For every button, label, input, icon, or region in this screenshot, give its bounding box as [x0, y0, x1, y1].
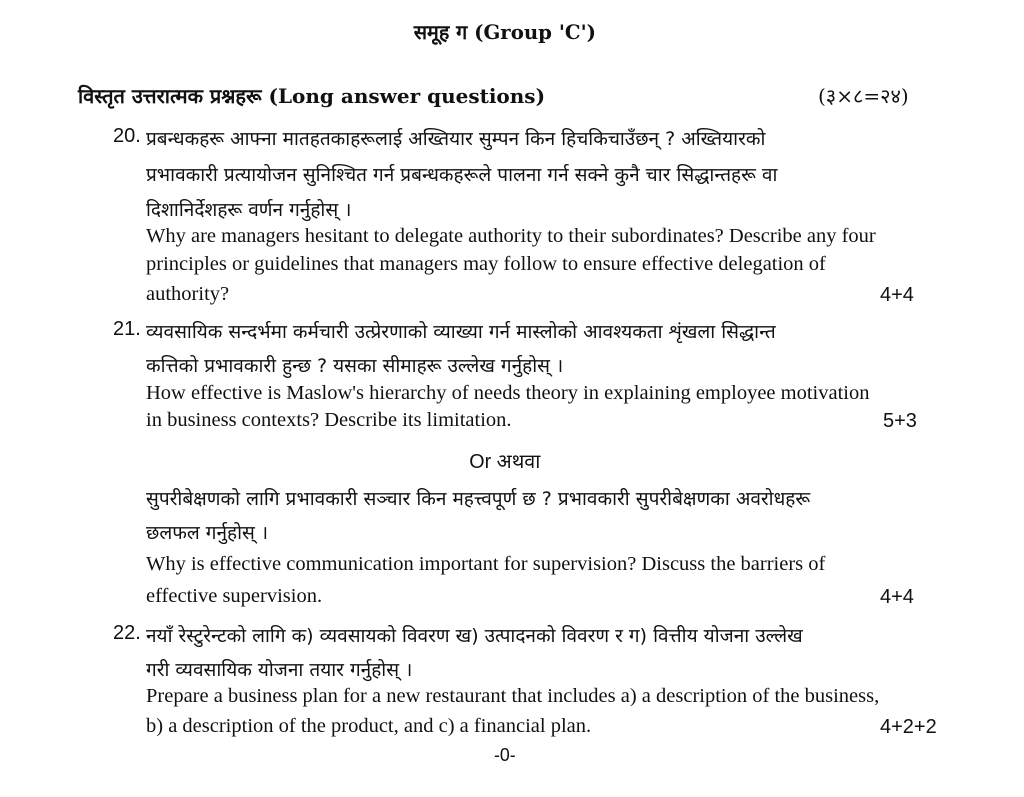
or-divider: Or अथवा	[469, 451, 541, 473]
question-22-np-line-2: गरी व्यवसायिक योजना तयार गर्नुहोस् ।	[146, 659, 413, 681]
question-21-alt-en-line-1: Why is effective communication important for supervision? Discuss the barriers of	[146, 553, 826, 575]
question-20-number: 20.	[113, 125, 141, 147]
group-title: समूह ग (Group 'C')	[413, 20, 596, 44]
question-21-np-line-1: व्यवसायिक सन्दर्भमा कर्मचारी उत्प्रेरणाको व्याख्या गर्न मास्लोको आवश्यकता शृंखला सिद्धान्त	[146, 321, 776, 343]
question-22-marks: 4+2+2	[880, 716, 937, 738]
question-21-alt-np-line-2: छलफल गर्नुहोस् ।	[146, 522, 269, 544]
question-20-np-line-1: प्रबन्धकहरू आफ्ना मातहतकाहरूलाई अख्तियार सुम्पन किन हिचकिचाउँछन् ? अख्तियारको	[146, 128, 766, 150]
question-20-np-line-2: प्रभावकारी प्रत्यायोजन सुनिश्चित गर्न प्रबन्धकहरूले पालना गर्न सक्ने कुनै चार सिद्धान्तहरू वा	[146, 164, 778, 186]
question-20-en-line-1: Why are managers hesitant to delegate authority to their subordinates? Describe any four	[146, 225, 876, 247]
question-22-en-line-1: Prepare a business plan for a new restaurant that includes a) a description of the business,	[146, 685, 880, 707]
question-21-np-line-2: कत्तिको प्रभावकारी हुन्छ ? यसका सीमाहरू उल्लेख गर्नुहोस् ।	[146, 355, 564, 377]
page-number: -0-	[493, 745, 516, 765]
question-21-alt-marks: 4+4	[880, 586, 914, 608]
question-21-marks: 5+3	[883, 410, 917, 432]
question-20-en-line-3: authority?	[146, 283, 230, 305]
question-22-number: 22.	[113, 622, 141, 644]
question-21-en-line-2: in business contexts? Describe its limitation.	[146, 409, 512, 431]
question-21-en-line-1: How effective is Maslow's hierarchy of needs theory in explaining employee motivation	[146, 382, 870, 404]
question-21-number: 21.	[113, 318, 141, 340]
question-21-alt-en-line-2: effective supervision.	[146, 585, 323, 607]
section-marks: (३×८=२४)	[818, 84, 909, 108]
question-22-en-line-2: b) a description of the product, and c) a financial plan.	[146, 715, 592, 737]
section-title: विस्तृत उत्तरात्मक प्रश्नहरू (Long answer questions)	[78, 84, 546, 108]
question-22-np-line-1: नयाँ रेस्टुरेन्टको लागि क) व्यवसायको विवरण ख) उत्पादनको विवरण र ग) वित्तीय योजना उल्लेख	[146, 625, 803, 647]
question-20-marks: 4+4	[880, 284, 914, 306]
question-20-np-line-3: दिशानिर्देशहरू वर्णन गर्नुहोस् ।	[146, 199, 352, 221]
question-21-alt-np-line-1: सुपरीबेक्षणको लागि प्रभावकारी सञ्चार किन महत्त्वपूर्ण छ ? प्रभावकारी सुपरीबेक्षणका अवरोधहरू	[146, 488, 811, 510]
question-20-en-line-2: principles or guidelines that managers may follow to ensure effective delegation of	[146, 253, 826, 275]
